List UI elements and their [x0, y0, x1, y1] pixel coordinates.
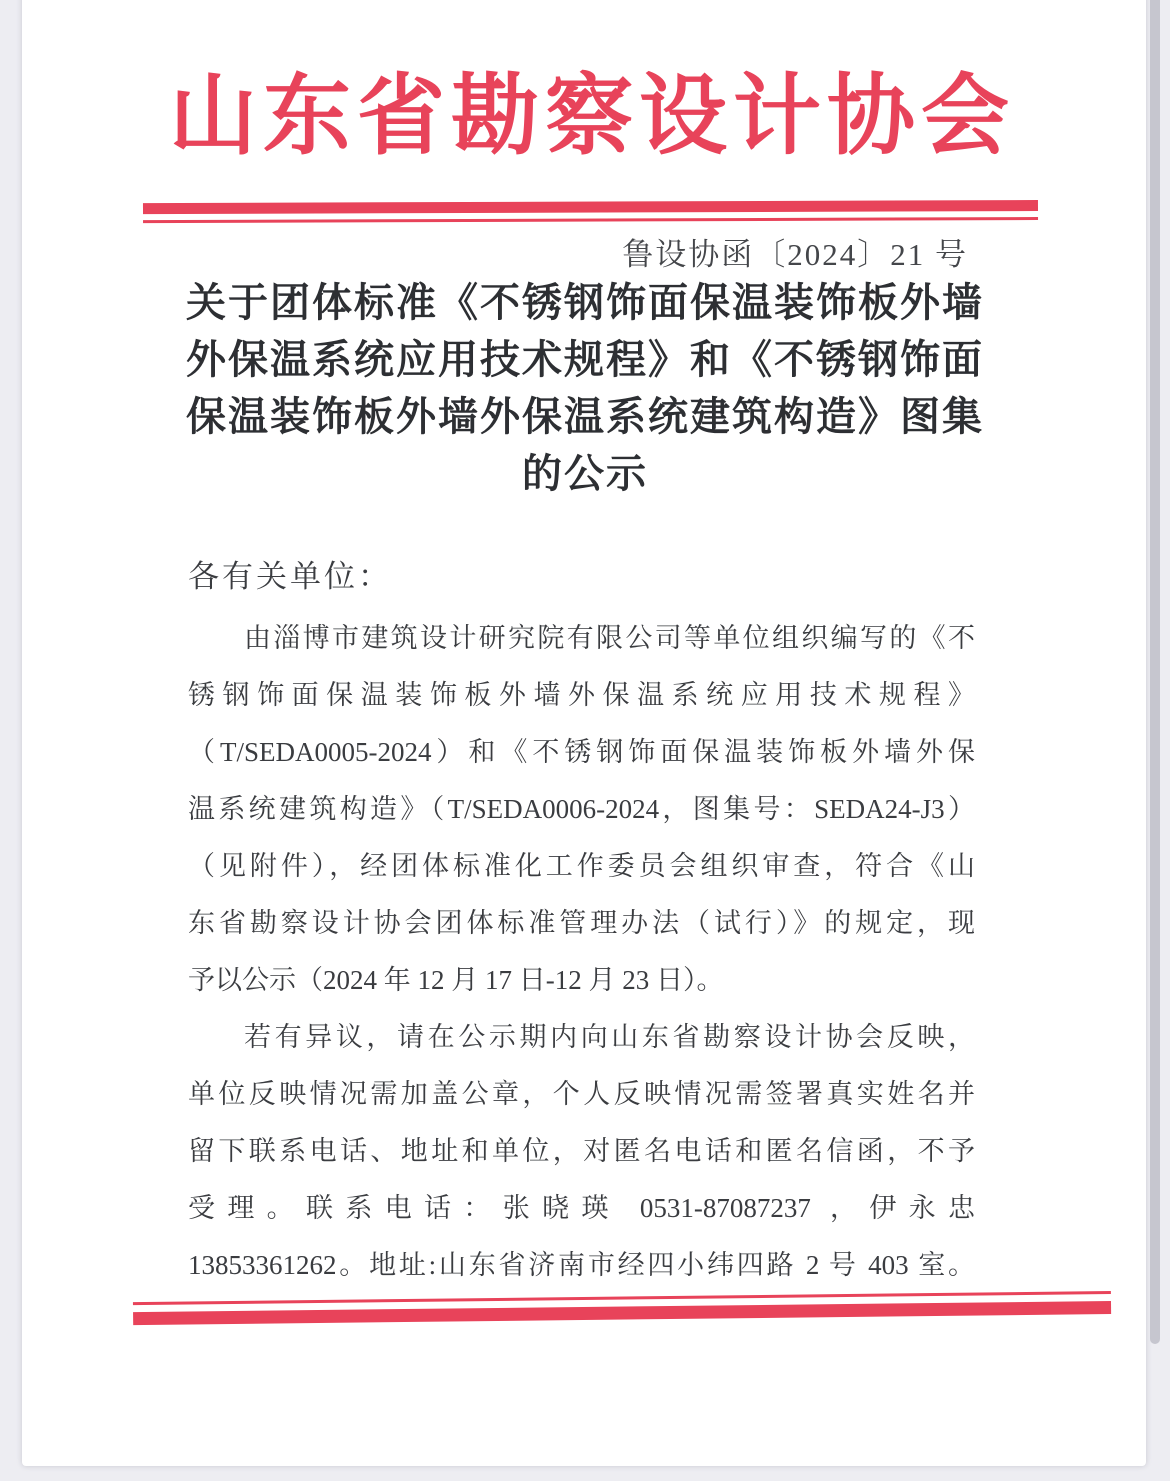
document-body	[188, 610, 975, 1294]
body-line: （见附件），经团体标准化工作委员会组织审查，符合《山	[188, 851, 975, 881]
body-line: 锈钢饰面保温装饰板外墙外保温系统应用技术规程》	[188, 680, 975, 710]
document-title	[185, 274, 985, 502]
header-separator-thick-line	[143, 200, 1038, 214]
footer-separator	[133, 1291, 1111, 1325]
body-line: 东省勘察设计协会团体标准管理办法（试行）》的规定，现	[188, 908, 975, 938]
body-line: 受理。联系电话：张晓瑛 0531-87087237 ，伊永忠	[188, 1193, 975, 1223]
org-title: 山东省勘察设计协会	[168, 69, 1015, 166]
body-line: 单位反映情况需加盖公章，个人反映情况需签署真实姓名并	[188, 1079, 975, 1109]
body-line: 予以公示（2024 年 12 月 17 日-12 月 23 日）。	[188, 965, 724, 995]
document-page	[22, 0, 1146, 1466]
document-title-line: 的公示	[522, 451, 648, 496]
body-line: 温系统建筑构造》（T/SEDA0006-2024，图集号：SEDA24-J3）	[188, 794, 975, 824]
document-title-line: 保温装饰板外墙外保温系统建筑构造》图集	[186, 394, 984, 439]
body-line: 由淄博市建筑设计研究院有限公司等单位组织编写的《不	[244, 623, 975, 653]
document-title-line: 外保温系统应用技术规程》和《不锈钢饰面	[186, 337, 984, 382]
document-title-line: 关于团体标准《不锈钢饰面保温装饰板外墙	[186, 280, 984, 325]
body-line: 若有异议，请在公示期内向山东省勘察设计协会反映，	[244, 1022, 975, 1052]
document-number: 鲁设协函〔2024〕21 号	[622, 237, 968, 272]
header-separator-thin-line	[143, 217, 1038, 223]
body-line: （T/SEDA0005-2024）和《不锈钢饰面保温装饰板外墙外保	[188, 737, 975, 767]
salutation: 各有关单位：	[188, 559, 392, 594]
header-separator	[143, 200, 1038, 223]
body-line: 留下联系电话、地址和单位，对匿名电话和匿名信函，不予	[188, 1136, 975, 1166]
footer-separator-thick-line	[133, 1301, 1111, 1325]
body-line: 13853361262。地址:山东省济南市经四小纬四路 2 号 403 室。	[188, 1250, 975, 1280]
scrollbar-thumb[interactable]	[1150, 0, 1160, 1344]
